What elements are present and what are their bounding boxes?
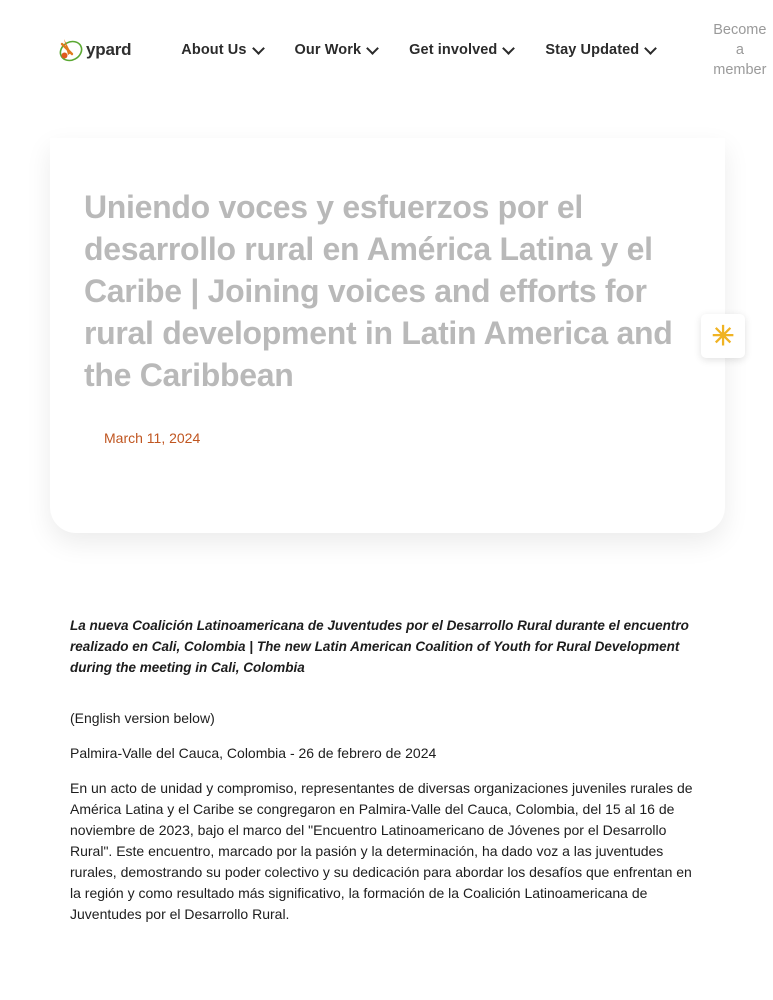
nav-item-label: About Us bbox=[181, 42, 247, 58]
become-a-member-button[interactable]: Become a member bbox=[713, 22, 767, 78]
chevron-down-icon bbox=[368, 44, 377, 53]
article-lede: La nueva Coalición Latinoamericana de Juventudes por el Desarrollo Rural durante el encuentro realizado en Cali, Colombia | The new Latin American Coalition of Youth for Rural Development during the meeting in Cali, Colombia bbox=[70, 618, 689, 675]
article-paragraph: (English version below) bbox=[70, 710, 215, 726]
hero-card bbox=[50, 138, 725, 533]
logo-text: ypard bbox=[86, 40, 132, 59]
article-body bbox=[70, 615, 704, 941]
main-nav bbox=[165, 36, 671, 64]
site-header bbox=[0, 0, 773, 138]
chevron-down-icon bbox=[254, 44, 263, 53]
article-paragraph: En un acto de unidad y compromiso, representantes de diversas organizaciones juveniles rurales de América Latina y el Caribe se congregaron en Palmira-Valle del Cauca, Colombia, del 15 al 16 de noviembre de 2023, bajo el marco del "Encuentro Latinoamericano de Jóvenes por el Desarrollo Rural". Este encuentro, marcado por la pasión y la determinación, ha dado voz a las juventudes rurales, demostrando su poder colectivo y su dedicación para abordar los desafíos que enfrentan en la región y como resultado más significativo, la formación de la Coalición Latinoamericana de Juventudes por el Desarrollo Rural. bbox=[70, 780, 693, 922]
chevron-down-icon bbox=[646, 44, 655, 53]
nav-item-our-work[interactable] bbox=[279, 36, 394, 64]
nav-item-get-involved[interactable] bbox=[393, 36, 529, 64]
share-button[interactable] bbox=[701, 314, 745, 358]
asterisk-icon: ✳ bbox=[711, 320, 735, 351]
site-logo[interactable] bbox=[58, 35, 131, 65]
page-title: Uniendo voces y esfuerzos por el desarrollo rural en América Latina y el Caribe | Joining voices and efforts for rural development in Latin America and the Caribbean bbox=[84, 189, 673, 393]
ypard-logo-icon bbox=[58, 35, 84, 65]
nav-item-label: Get involved bbox=[409, 42, 498, 58]
chevron-down-icon bbox=[504, 44, 513, 53]
nav-item-label: Stay Updated bbox=[545, 42, 640, 58]
nav-item-about-us[interactable] bbox=[165, 36, 278, 64]
article-paragraph: Palmira-Valle del Cauca, Colombia - 26 de febrero de 2024 bbox=[70, 745, 437, 761]
publish-date: March 11, 2024 bbox=[104, 430, 201, 446]
nav-item-stay-updated[interactable] bbox=[529, 36, 671, 64]
nav-item-label: Our Work bbox=[294, 42, 362, 58]
